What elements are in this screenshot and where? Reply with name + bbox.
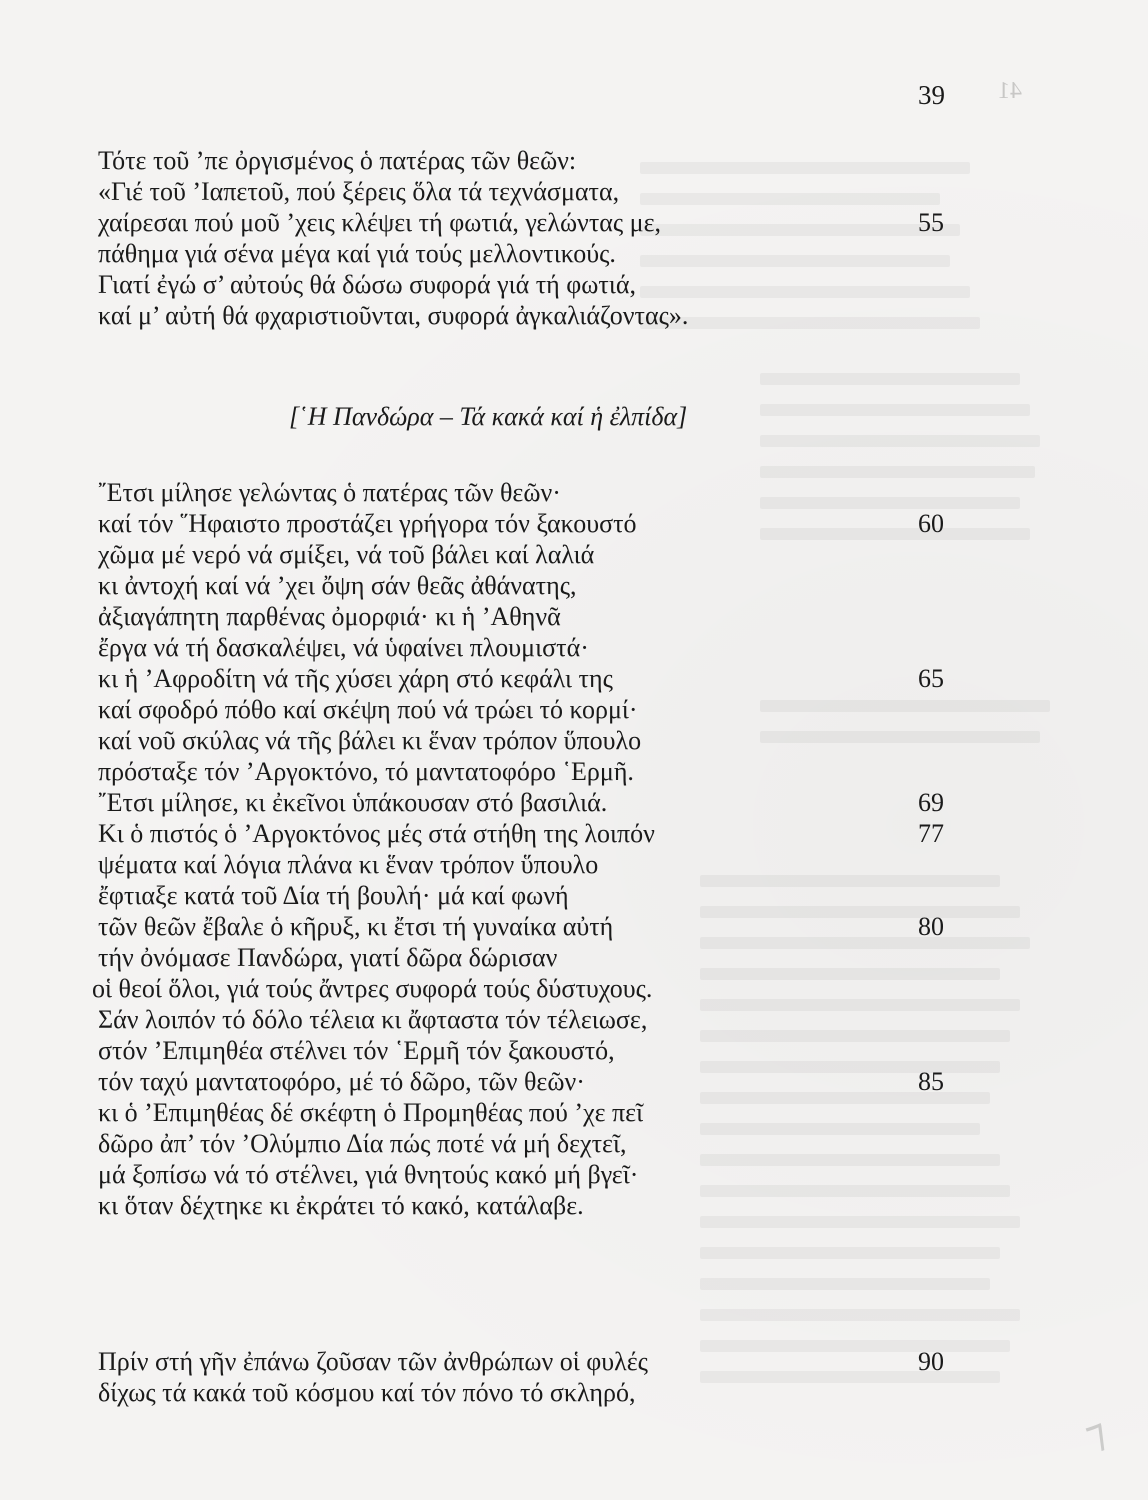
verse-line: [0, 1066, 1148, 1097]
verse-line: [0, 756, 1148, 787]
verse-line: [0, 539, 1148, 570]
verse-text: χῶμα μέ νερό νά σμίξει, νά τοῦ βάλει καί λαλιά: [98, 540, 595, 569]
verse-text: ῎Ετσι μίλησε γελώντας ὁ πατέρας τῶν θεῶν·: [98, 478, 561, 507]
verse-line: [0, 601, 1148, 632]
line-number: 80: [918, 912, 944, 941]
verse-text: κι ἀντοχή καί νά ’χει ὄψη σάν θεᾶς ἀθάνατης,: [98, 571, 577, 600]
verse-text: ῎Ετσι μίλησε, κι ἐκεῖνοι ὑπάκουσαν στό βασιλιά.: [98, 788, 608, 817]
verse-line: [0, 207, 1148, 238]
verse-line: [0, 663, 1148, 694]
verse-text: τῶν θεῶν ἔβαλε ὁ κῆρυξ, κι ἔτσι τή γυναίκα αὐτή: [98, 912, 614, 941]
verse-line: [0, 269, 1148, 300]
verse-line: [0, 1159, 1148, 1190]
verse-line: [0, 849, 1148, 880]
stanza-1: [0, 145, 1148, 331]
verse-line: [0, 1035, 1148, 1066]
verse-line: [0, 632, 1148, 663]
verse-text: «Γιέ τοῦ ’Ιαπετοῦ, πού ξέρεις ὅλα τά τεχνάσματα,: [98, 177, 620, 206]
bleed-through-page-number: 41: [998, 78, 1022, 104]
verse-line: [0, 145, 1148, 176]
verse-line: [0, 942, 1148, 973]
verse-line: [0, 1346, 1148, 1377]
verse-text: Πρίν στή γῆν ἐπάνω ζοῦσαν τῶν ἀνθρώπων οἱ φυλές: [98, 1347, 648, 1376]
verse-text: δίχως τά κακά τοῦ κόσμου καί τόν πόνο τό σκληρό,: [98, 1378, 636, 1407]
verse-line: [0, 1004, 1148, 1035]
verse-line: [0, 1128, 1148, 1159]
verse-text: καί νοῦ σκύλας νά τῆς βάλει κι ἕναν τρόπον ὕπουλο: [98, 726, 642, 755]
verse-line: [0, 725, 1148, 756]
margin-pencil-mark: ⁊: [1078, 1408, 1113, 1459]
section-heading: [0, 402, 1148, 438]
verse-line: [0, 787, 1148, 818]
verse-text: καί τόν ῞Ηφαιστο προστάζει γρήγορα τόν ξακουστό: [98, 509, 637, 538]
verse-line: [0, 300, 1148, 331]
verse-text: δῶρο ἀπ’ τόν ’Ολύμπιο Δία πώς ποτέ νά μή δεχτεῖ,: [98, 1129, 627, 1158]
verse-text: οἱ θεοί ὅλοι, γιά τούς ἄντρες συφορά τούς δύστυχους.: [92, 974, 653, 1003]
verse-text: τήν ὀνόμασε Πανδώρα, γιατί δῶρα δώρισαν: [98, 943, 558, 972]
verse-text: στόν ’Επιμηθέα στέλνει τόν ῾Ερμῆ τόν ξακουστό,: [98, 1036, 615, 1065]
line-number: 65: [918, 664, 944, 693]
verse-line: [0, 508, 1148, 539]
verse-text: τόν ταχύ μαντατοφόρο, μέ τό δῶρο, τῶν θεῶν·: [98, 1067, 585, 1096]
verse-text: πάθημα γιά σένα μέγα καί γιά τούς μελλοντικούς.: [98, 239, 616, 268]
verse-line: [0, 1190, 1148, 1221]
verse-text: Σάν λοιπόν τό δόλο τέλεια κι ἄφταστα τόν τέλειωσε,: [98, 1005, 648, 1034]
line-number: 85: [918, 1067, 944, 1096]
verse-line: [0, 1097, 1148, 1128]
verse-text: ψέματα καί λόγια πλάνα κι ἕναν τρόπον ὕπουλο: [98, 850, 599, 879]
stanza-3: [0, 1346, 1148, 1408]
line-number: 90: [918, 1347, 944, 1376]
page-number: 39: [918, 80, 945, 110]
verse-line: [0, 880, 1148, 911]
verse-line: [0, 238, 1148, 269]
verse-line: [0, 1377, 1148, 1408]
stanza-2: [0, 477, 1148, 1221]
section-heading-text: [῾Η Πανδώρα – Τά κακά καί ἡ ἐλπίδα]: [289, 402, 688, 431]
verse-line: [0, 911, 1148, 942]
verse-text: καί σφοδρό πόθο καί σκέψη πού νά τρώει τό κορμί·: [98, 695, 638, 724]
verse-text: κι ἡ ’Αφροδίτη νά τῆς χύσει χάρη στό κεφάλι της: [98, 664, 613, 693]
verse-line: [0, 818, 1148, 849]
verse-line: [0, 694, 1148, 725]
verse-text: μά ξοπίσω νά τό στέλνει, γιά θνητούς κακό μή βγεῖ·: [98, 1160, 639, 1189]
line-number: 77: [918, 819, 944, 848]
verse-line: [0, 570, 1148, 601]
verse-text: καί μ’ αὐτή θά φχαριστιοῦνται, συφορά ἀγκαλιάζοντας».: [98, 301, 689, 330]
verse-text: Κι ὁ πιστός ὁ ’Αργοκτόνος μές στά στήθη της λοιπόν: [98, 819, 655, 848]
line-number: 60: [918, 509, 944, 538]
verse-text: κι ὁ ’Επιμηθέας δέ σκέφτη ὁ Προμηθέας πού ’χε πεῖ: [98, 1098, 644, 1127]
verse-text: ἀξιαγάπητη παρθένας ὀμορφιά· κι ἡ ’Αθηνᾶ: [98, 602, 561, 631]
line-number: 55: [918, 208, 944, 237]
verse-text: Τότε τοῦ ’πε ὀργισμένος ὁ πατέρας τῶν θεῶν:: [98, 146, 577, 175]
verse-text: ἔργα νά τή δασκαλέψει, νά ὑφαίνει πλουμιστά·: [98, 633, 589, 662]
verse-line: [0, 477, 1148, 508]
verse-text: ἔφτιαξε κατά τοῦ Δία τή βουλή· μά καί φωνή: [98, 881, 569, 910]
verse-text: χαίρεσαι πού μοῦ ’χεις κλέψει τή φωτιά, γελώντας με,: [98, 208, 662, 237]
verse-line: [0, 176, 1148, 207]
verse-text: Γιατί ἐγώ σ’ αὐτούς θά δώσω συφορά γιά τή φωτιά,: [98, 270, 636, 299]
verse-text: πρόσταξε τόν ’Αργοκτόνο, τό μαντατοφόρο ῾Ερμῆ.: [98, 757, 634, 786]
verse-line: [0, 973, 1148, 1004]
line-number: 69: [918, 788, 944, 817]
verse-text: κι ὅταν δέχτηκε κι ἐκράτει τό κακό, κατάλαβε.: [98, 1191, 584, 1220]
